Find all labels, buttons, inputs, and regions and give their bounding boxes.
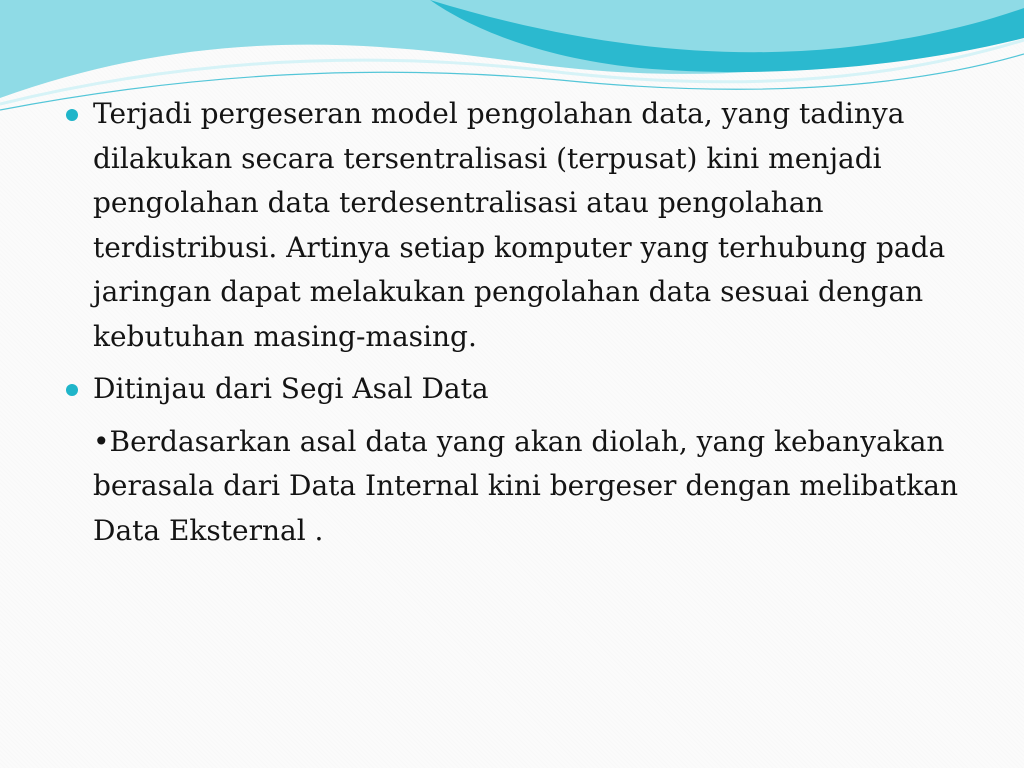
- bullet-item: [66, 92, 966, 359]
- sub-paragraph: •Berdasarkan asal data yang akan diolah, yang kebanyakan berasala dari Data Internal kini bergeser dengan melibatkan Data Eksternal .: [93, 424, 958, 547]
- bullet-text: Ditinjau dari Segi Asal Data: [93, 372, 489, 405]
- bullet-text: Terjadi pergeseran model pengolahan data, yang tadinya dilakukan secara tersentralisasi (terpusat) kini menjadi pengolahan data terdesentralisasi atau pengolahan terdistribusi. Artinya setiap komputer yang terhubung pada jaringan dapat melakukan pengolahan data sesuai dengan kebutuhan masing-masing.: [93, 97, 946, 353]
- slide-content: [66, 92, 966, 553]
- bullet-dot-icon: [66, 384, 78, 396]
- bullet-item: [66, 367, 966, 412]
- bullet-dot-icon: [66, 109, 78, 121]
